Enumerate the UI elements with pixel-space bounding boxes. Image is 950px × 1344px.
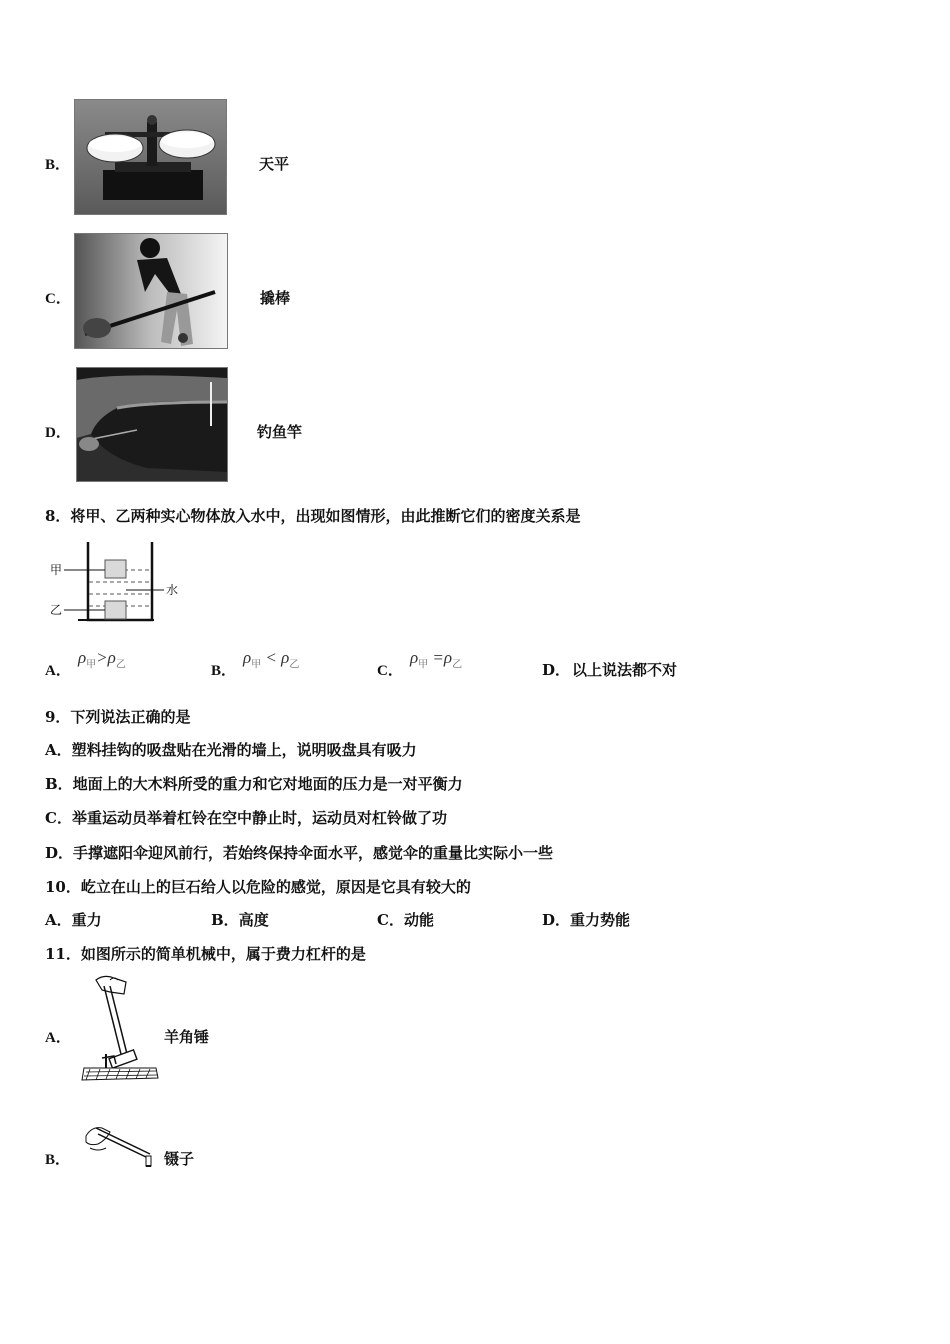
option-letter: A． — [45, 663, 71, 679]
option-letter: B． — [45, 1152, 71, 1168]
option-letter: A． — [45, 1030, 71, 1046]
figure-label-water: 水 — [166, 583, 179, 597]
q9-option-c: C．举重运动员举着杠铃在空中静止时，运动员对杠铃做了功 — [45, 809, 447, 827]
q11-stem: 11．如图所示的简单机械中，属于费力杠杆的是 — [45, 945, 366, 963]
option-caption: 羊角锤 — [164, 1028, 210, 1046]
density-expression: $\rho_甲 < \rho_乙$ — [243, 648, 300, 671]
q10-option-d: D．重力势能 — [542, 911, 631, 929]
q10-stem: 10．屹立在山上的巨石给人以危险的感觉，原因是它具有较大的 — [45, 878, 471, 896]
q10-option-a: A．重力 — [45, 911, 102, 929]
option-caption: 镊子 — [164, 1150, 195, 1168]
option-caption: 钓鱼竿 — [257, 423, 303, 441]
fishing-rod-photo — [76, 367, 228, 482]
claw-hammer-drawing — [80, 974, 160, 1086]
option-letter: C． — [45, 291, 71, 307]
option-letter: D． — [542, 661, 571, 679]
q9-stem: 9．下列说法正确的是 — [45, 708, 191, 726]
q9-option-d: D．手撑遮阳伞迎风前行，若始终保持伞面水平，感觉伞的重量比实际小一些 — [45, 844, 554, 862]
q9-option-b: B．地面上的大木料所受的重力和它对地面的压力是一对平衡力 — [45, 775, 463, 793]
q8-stem: 8．将甲、乙两种实心物体放入水中，出现如图情形，由此推断它们的密度关系是 — [45, 507, 581, 525]
option-text: 以上说法都不对 — [572, 661, 678, 679]
balance-photo — [74, 99, 227, 215]
q10-option-c: C．动能 — [377, 911, 434, 929]
option-letter: B． — [211, 663, 237, 679]
option-letter: D． — [45, 425, 71, 441]
crowbar-photo — [74, 233, 228, 349]
tweezers-drawing — [84, 1118, 160, 1170]
option-letter: B． — [45, 157, 71, 173]
figure-label-jia: 甲 — [50, 563, 63, 577]
figure-label-yi: 乙 — [50, 603, 63, 617]
option-letter: C． — [377, 663, 403, 679]
q9-option-a: A．塑料挂钩的吸盘贴在光滑的墙上，说明吸盘具有吸力 — [45, 741, 417, 759]
q10-option-b: B．高度 — [211, 911, 269, 929]
density-beaker-figure — [48, 538, 188, 624]
density-expression: $\rho_甲>\rho_乙$ — [78, 648, 126, 671]
option-caption: 撬棒 — [260, 289, 291, 307]
option-caption: 天平 — [259, 155, 290, 173]
density-expression: $\rho_甲 =\rho_乙$ — [410, 648, 463, 671]
